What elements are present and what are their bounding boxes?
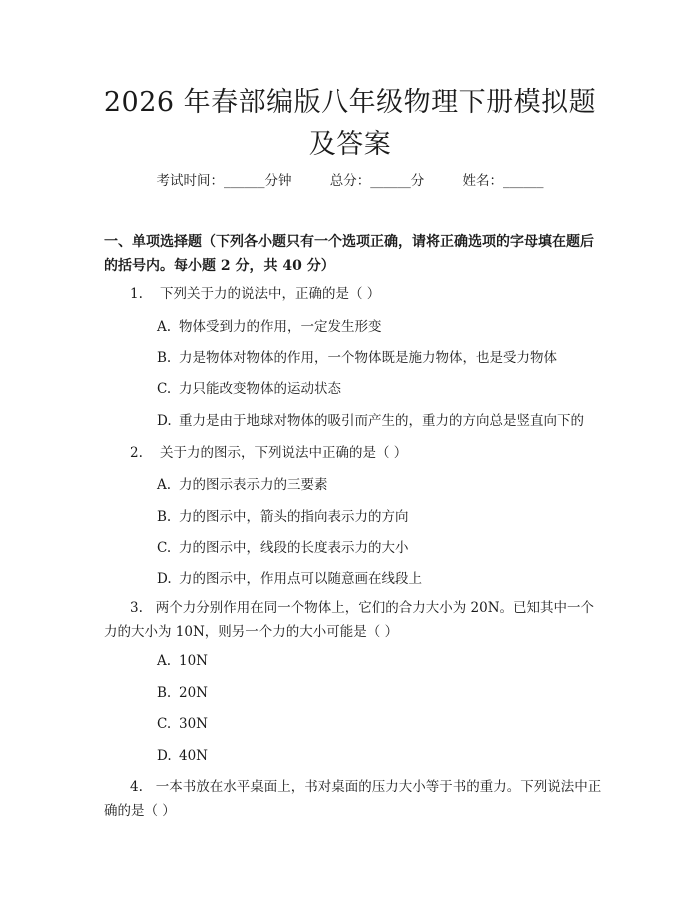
exam-info-row — [0, 169, 700, 189]
question-3-option-b — [157, 685, 208, 701]
option-text: 力只能改变物体的运动状态 — [179, 381, 341, 397]
question-2-option-c — [157, 536, 409, 556]
question-number: 2. — [130, 445, 143, 461]
exam-time-field: 考试时间：______分钟 — [156, 173, 292, 189]
question-1-option-b — [157, 346, 557, 366]
option-text: 10N — [179, 653, 208, 669]
option-letter: C. — [157, 716, 172, 732]
total-score-field: 总分：______分 — [329, 173, 425, 189]
question-2-option-d — [157, 567, 422, 587]
option-letter: D. — [157, 571, 172, 587]
option-letter: B. — [157, 350, 172, 366]
option-letter: C. — [157, 540, 172, 556]
option-text: 40N — [179, 748, 208, 764]
question-3-option-d — [157, 748, 208, 764]
section-heading: 一、单项选择题（下列各小题只有一个选项正确，请将正确选项的字母填在题后的括号内。每小题 2 分，共 40 分） — [104, 234, 594, 274]
option-text: 力的图示表示力的三要素 — [179, 477, 328, 493]
question-3-option-c — [157, 716, 208, 732]
option-letter: C. — [157, 381, 172, 397]
question-1 — [130, 282, 380, 302]
document-title: 2026 年春部编版八年级物理下册模拟题及答案 — [103, 87, 597, 160]
question-2-option-b — [157, 505, 409, 525]
question-text: 下列关于力的说法中，正确的是（ ） — [160, 286, 381, 302]
option-letter: A. — [157, 477, 172, 493]
option-text: 力的图示中，箭头的指向表示力的方向 — [179, 509, 409, 525]
question-text: 一本书放在水平桌面上，书对桌面的压力大小等于书的重力。下列说法中正确的是（ ） — [104, 779, 602, 819]
option-text: 力的图示中，作用点可以随意画在线段上 — [179, 571, 422, 587]
option-letter: B. — [157, 685, 172, 701]
question-number: 1. — [130, 286, 143, 302]
question-text: 关于力的图示，下列说法中正确的是（ ） — [160, 445, 408, 461]
question-number: 3. — [130, 600, 143, 616]
option-text: 20N — [179, 685, 208, 701]
option-text: 力是物体对物体的作用，一个物体既是施力物体，也是受力物体 — [179, 350, 557, 366]
option-text: 物体受到力的作用，一定发生形变 — [179, 319, 382, 335]
option-letter: D. — [157, 748, 172, 764]
question-2 — [130, 441, 407, 461]
option-text: 力的图示中，线段的长度表示力的大小 — [179, 540, 409, 556]
question-1-option-c — [157, 377, 341, 397]
question-number: 4. — [130, 779, 143, 795]
question-text: 两个力分别作用在同一个物体上，它们的合力大小为 20N。已知其中一个力的大小为 10N，则另一个力的大小可能是（ ） — [104, 600, 595, 640]
student-name-field: 姓名：______ — [462, 173, 544, 189]
question-3 — [104, 596, 604, 644]
option-letter: A. — [157, 319, 172, 335]
question-3-option-a — [157, 653, 208, 669]
question-1-option-a — [157, 315, 382, 335]
option-letter: D. — [157, 413, 172, 429]
question-1-option-d — [157, 409, 584, 429]
option-letter: A. — [157, 653, 172, 669]
question-4 — [104, 775, 604, 823]
question-2-option-a — [157, 473, 328, 493]
option-text: 30N — [179, 716, 208, 732]
option-text: 重力是由于地球对物体的吸引而产生的，重力的方向总是竖直向下的 — [179, 413, 584, 429]
option-letter: B. — [157, 509, 172, 525]
